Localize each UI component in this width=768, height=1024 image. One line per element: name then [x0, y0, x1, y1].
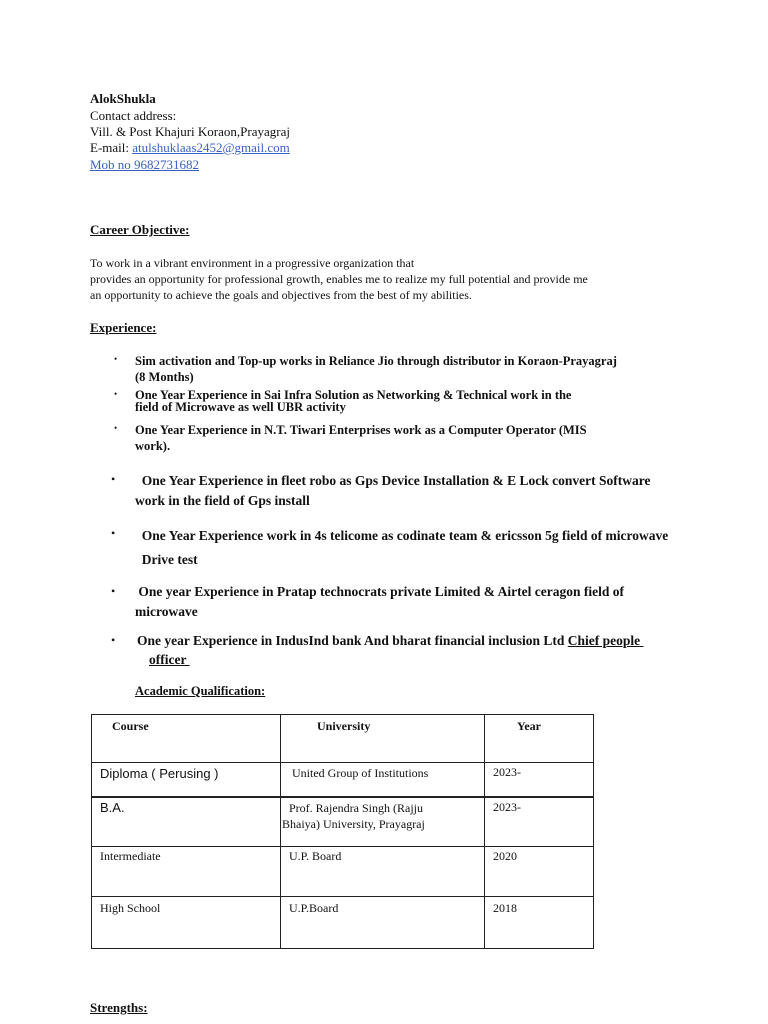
table-cell [92, 847, 281, 897]
experience-item [135, 422, 587, 454]
bullet-icon: • [114, 423, 118, 433]
experience-item-line: One Year Experience in fleet robo as Gps Device Installation & E Lock convert Software [135, 473, 651, 488]
academic-table [91, 714, 594, 949]
bullet-icon: • [111, 584, 116, 598]
experience-item-line: Drive test [135, 552, 198, 567]
experience-item-line: One Year Experience work in 4s telicome as codinate team & ericsson 5g field of microwave [135, 528, 669, 543]
career-heading-colon: : [185, 222, 190, 237]
course-cell: B.A. [100, 799, 125, 815]
mobile-link[interactable]: Mob no 9682731682 [90, 157, 200, 172]
bullet-icon: • [111, 633, 116, 647]
year-cell: 2023- [493, 765, 521, 779]
experience-item [135, 353, 617, 385]
address: Vill. & Post Khajuri Koraon,Prayagraj [90, 124, 290, 139]
bullet-icon: • [111, 472, 116, 486]
candidate-name: AlokShukla [90, 91, 156, 106]
experience-item-line: work in the field of Gps install [135, 493, 310, 508]
table-cell [92, 763, 281, 797]
table-cell [485, 847, 594, 897]
year-cell: 2018 [493, 901, 517, 915]
email-row [90, 140, 290, 156]
contact-label: Contact address: [90, 108, 177, 123]
table-cell [281, 897, 485, 949]
strengths-heading: Strengths: [90, 1000, 148, 1015]
university-cell: United Group of Institutions [292, 766, 429, 780]
bullet-icon: • [114, 389, 118, 399]
table-header-row [92, 715, 594, 763]
bullet-icon: • [114, 354, 118, 364]
year-cell: 2020 [493, 849, 517, 863]
university-line: Prof. Rajendra Singh (Rajju [289, 800, 423, 815]
column-header-year: Year [517, 719, 541, 733]
experience-item [135, 389, 571, 413]
experience-item-line [137, 650, 644, 669]
experience-item-line: One Year Experience in N.T. Tiwari Enterprises work as a Computer Operator (MIS [135, 423, 587, 437]
table-row [92, 897, 594, 949]
table-cell [92, 797, 281, 847]
table-cell [485, 763, 594, 797]
course-cell: Intermediate [100, 849, 161, 863]
table-cell [281, 797, 485, 847]
table-header-cell [485, 715, 594, 763]
academic-heading: Academic Qualification: [135, 684, 266, 698]
table-cell [281, 763, 485, 797]
experience-heading: Experience: [90, 320, 157, 335]
bullet-icon: • [111, 526, 116, 540]
column-header-university: University [317, 719, 371, 733]
experience-item-line: One Year Experience in Sai Infra Solution as Networking & Technical work in the [135, 388, 572, 402]
year-cell: 2023- [493, 799, 521, 814]
university-cell: U.P. Board [289, 849, 342, 863]
career-objective-heading [90, 222, 190, 238]
university-line: Bhaiya) University, Prayagraj [282, 816, 425, 831]
course-cell: High School [100, 901, 161, 915]
experience-item-line [137, 631, 644, 650]
objective-line: To work in a vibrant environment in a progressive organization that [90, 256, 415, 270]
experience-item [137, 631, 644, 669]
table-cell [485, 897, 594, 949]
column-header-course: Course [112, 719, 149, 733]
table-row [92, 847, 594, 897]
course-cell: Diploma ( Perusing ) [100, 766, 219, 781]
experience-item-line: (8 Months) [135, 370, 194, 384]
objective-line: provides an opportunity for professional growth, enables me to realize my full potential and provide me [90, 272, 588, 286]
experience-item-line: Sim activation and Top-up works in Reliance Jio through distributor in Koraon-Prayagraj [135, 354, 617, 368]
career-heading-text: Career Objective [90, 222, 186, 237]
university-cell: U.P.Board [289, 901, 339, 915]
table-row [92, 763, 594, 797]
experience-item-line: field of Microwave as well UBR activity [135, 400, 346, 414]
experience-item-line: microwave [135, 604, 198, 619]
table-header-cell [92, 715, 281, 763]
role-title: officer [149, 652, 190, 667]
experience-item [135, 471, 650, 511]
email-label: E-mail: [90, 140, 133, 155]
university-cell [281, 798, 484, 832]
experience-item-line: work). [135, 439, 171, 453]
experience-item [135, 524, 668, 572]
table-cell [92, 897, 281, 949]
table-cell [485, 797, 594, 847]
table-row [92, 797, 594, 847]
role-title: Chief people [567, 633, 644, 648]
experience-item [135, 582, 624, 622]
experience-item-line: One year Experience in Pratap technocrats private Limited & Airtel ceragon field of [135, 584, 625, 599]
experience-item-text: One year Experience in IndusInd bank And bharat financial inclusion Ltd [137, 633, 568, 648]
table-header-cell [281, 715, 485, 763]
table-cell [281, 847, 485, 897]
objective-line: an opportunity to achieve the goals and objectives from the best of my abilities. [90, 288, 472, 302]
email-link[interactable]: atulshuklaas2452@gmail.com [132, 140, 290, 155]
